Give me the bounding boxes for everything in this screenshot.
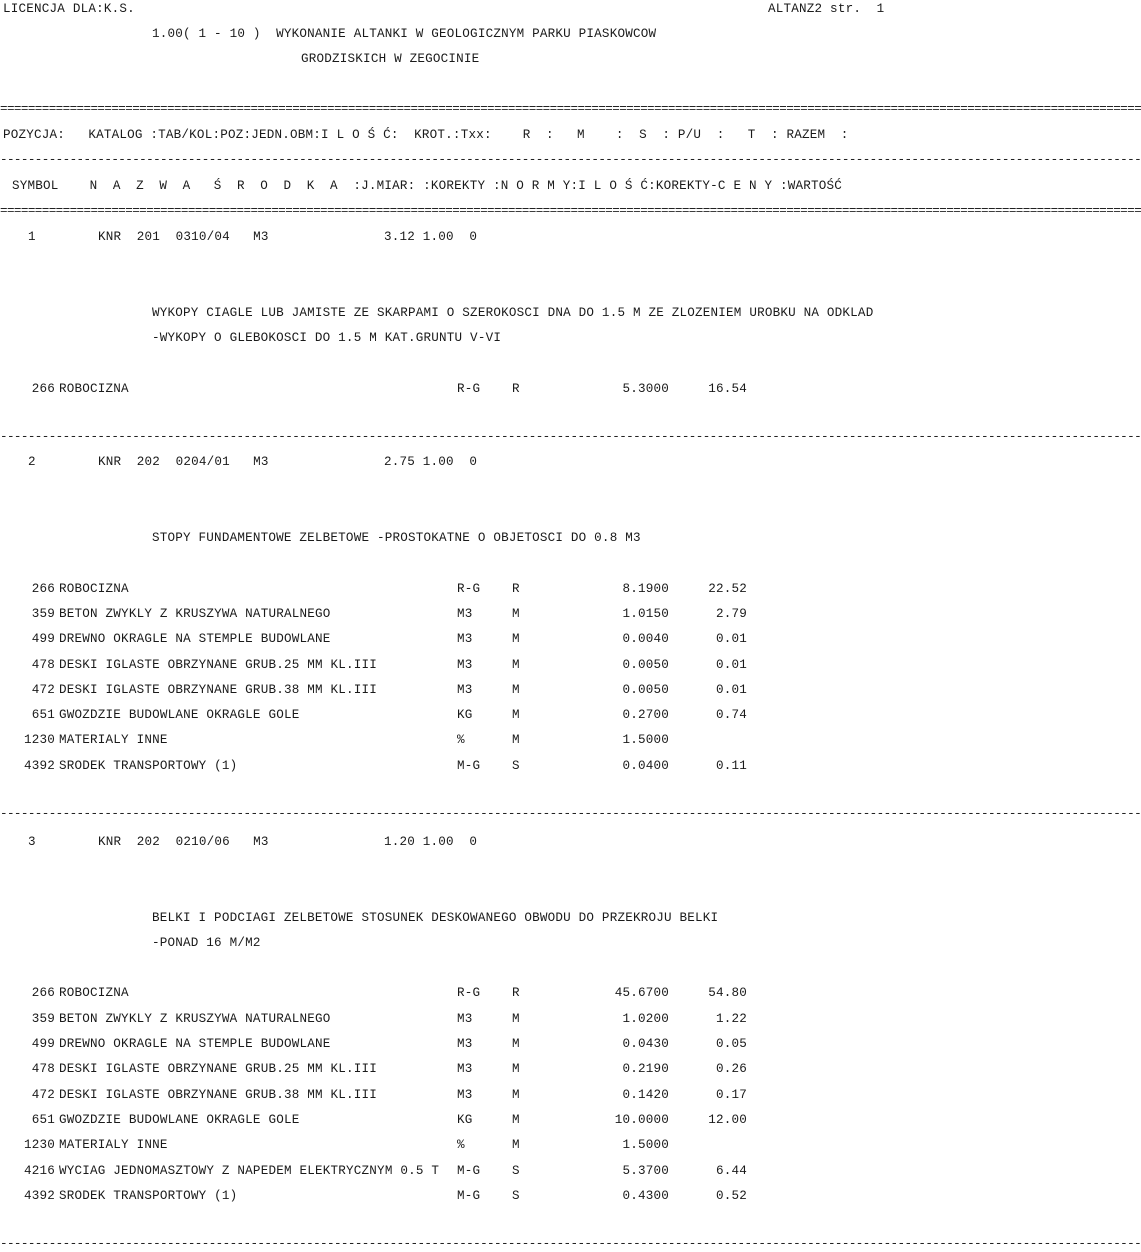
resource-code: 359 xyxy=(31,606,55,621)
resource-code: 359 xyxy=(31,1011,55,1026)
licence-label: LICENCJA DLA:K.S. xyxy=(3,2,135,16)
resource-unit: % xyxy=(457,733,465,748)
resource-name: DESKI IGLASTE OBRZYNANE GRUB.25 MM KL.III xyxy=(59,1062,378,1077)
resource-type: M xyxy=(512,632,520,647)
resource-type: M xyxy=(512,682,520,697)
page-reference: ALTANZ2 str. 1 xyxy=(768,2,885,16)
resource-type: R xyxy=(512,986,520,1001)
resource-value: 0.74 xyxy=(715,708,747,723)
resource-value: 6.44 xyxy=(715,1163,747,1178)
resource-code: 4392 xyxy=(23,758,55,773)
resource-code: 472 xyxy=(31,682,55,697)
position-catalog: KNR 202 0204/01 M3 xyxy=(98,455,269,470)
single-rule: -------------------------------------------------------------------------------------------------------------------------------------------------------------------- xyxy=(0,1236,1141,1251)
double-rule: ==================================================================================================================================================================== xyxy=(0,102,1141,116)
position-quantity: 1.20 1.00 0 xyxy=(384,834,478,849)
resource-norm: 0.2190 xyxy=(622,1062,669,1077)
position-catalog: KNR 202 0210/06 M3 xyxy=(98,834,269,849)
position-description: BELKI I PODCIAGI ZELBETOWE STOSUNEK DESKOWANEGO OBWODU DO PRZEKROJU BELKI xyxy=(152,910,719,925)
resource-unit: KG xyxy=(457,708,473,723)
resource-code: 472 xyxy=(31,1087,55,1102)
resource-name: MATERIALY INNE xyxy=(59,1138,168,1153)
resource-type: M xyxy=(512,657,520,672)
position-number: 1 xyxy=(28,230,36,244)
column-header-row1: POZYCJA: KATALOG :TAB/KOL:POZ:JEDN.OBM:I L O Ś Ć: KROT.:Txx: R : M : S : P/U : T : RAZEM : xyxy=(3,128,849,142)
resource-type: M xyxy=(512,1037,520,1052)
resource-code: 1230 xyxy=(23,1138,55,1153)
resource-name: ROBOCIZNA xyxy=(59,986,129,1001)
resource-type: M xyxy=(512,708,520,723)
resource-name: ROBOCIZNA xyxy=(59,581,129,596)
resource-norm: 0.2700 xyxy=(622,708,669,723)
document-subtitle: 1.00( 1 - 10 ) WYKONANIE ALTANKI W GEOLOGICZNYM PARKU PIASKOWCOW xyxy=(152,27,657,41)
resource-unit: M3 xyxy=(457,657,473,672)
resource-unit: M3 xyxy=(457,1011,473,1026)
resource-name: DESKI IGLASTE OBRZYNANE GRUB.38 MM KL.III xyxy=(59,1087,378,1102)
resource-value: 0.01 xyxy=(715,632,747,647)
resource-value: 1.22 xyxy=(715,1011,747,1026)
resource-norm: 8.1900 xyxy=(622,581,669,596)
resource-value: 0.05 xyxy=(715,1037,747,1052)
resource-unit: R-G xyxy=(457,986,481,1001)
resource-unit: M3 xyxy=(457,606,473,621)
resource-unit: M3 xyxy=(457,682,473,697)
resource-code: 499 xyxy=(31,1037,55,1052)
resource-name: ROBOCIZNA xyxy=(59,381,129,396)
resource-unit: M3 xyxy=(457,1062,473,1077)
resource-norm: 45.6700 xyxy=(614,986,669,1001)
position-description: -WYKOPY O GLEBOKOSCI DO 1.5 M KAT.GRUNTU V-VI xyxy=(152,331,502,346)
resource-name: GWOZDZIE BUDOWLANE OKRAGLE GOLE xyxy=(59,708,300,723)
resource-norm: 0.4300 xyxy=(622,1188,669,1203)
position-quantity: 2.75 1.00 0 xyxy=(384,455,478,470)
resource-value: 0.52 xyxy=(715,1188,747,1203)
resource-name: MATERIALY INNE xyxy=(59,733,168,748)
resource-code: 478 xyxy=(31,1062,55,1077)
resource-unit: M3 xyxy=(457,632,473,647)
resource-value: 16.54 xyxy=(708,381,747,396)
resource-type: M xyxy=(512,1112,520,1127)
single-rule: -------------------------------------------------------------------------------------------------------------------------------------------------------------------- xyxy=(0,806,1141,821)
resource-norm: 0.0050 xyxy=(622,657,669,672)
resource-type: M xyxy=(512,1062,520,1077)
resource-code: 651 xyxy=(31,1112,55,1127)
resource-norm: 1.0200 xyxy=(622,1011,669,1026)
resource-unit: M3 xyxy=(457,1037,473,1052)
resource-name: DESKI IGLASTE OBRZYNANE GRUB.38 MM KL.III xyxy=(59,682,378,697)
resource-type: R xyxy=(512,581,520,596)
resource-unit: R-G xyxy=(457,381,481,396)
resource-norm: 0.0430 xyxy=(622,1037,669,1052)
resource-name: DESKI IGLASTE OBRZYNANE GRUB.25 MM KL.III xyxy=(59,657,378,672)
position-description: WYKOPY CIAGLE LUB JAMISTE ZE SKARPAMI O SZEROKOSCI DNA DO 1.5 M ZE ZLOZENIEM UROBKU NA ODKLAD xyxy=(152,305,874,320)
resource-unit: M-G xyxy=(457,758,481,773)
document-subtitle-line2: GRODZISKICH W ZEGOCINIE xyxy=(301,52,480,66)
resource-value: 2.79 xyxy=(715,606,747,621)
position-number: 3 xyxy=(28,834,36,849)
resource-name: DREWNO OKRAGLE NA STEMPLE BUDOWLANE xyxy=(59,1037,331,1052)
resource-name: WYCIAG JEDNOMASZTOWY Z NAPEDEM ELEKTRYCZNYM 0.5 T xyxy=(59,1163,440,1178)
position-description: -PONAD 16 M/M2 xyxy=(152,935,261,950)
resource-unit: KG xyxy=(457,1112,473,1127)
resource-code: 266 xyxy=(31,986,55,1001)
resource-type: M xyxy=(512,606,520,621)
resource-code: 478 xyxy=(31,657,55,672)
resource-unit: % xyxy=(457,1138,465,1153)
resource-code: 651 xyxy=(31,708,55,723)
position-catalog: KNR 201 0310/04 M3 xyxy=(98,230,269,244)
resource-name: BETON ZWYKLY Z KRUSZYWA NATURALNEGO xyxy=(59,1011,331,1026)
resource-value: 54.80 xyxy=(708,986,747,1001)
resource-norm: 0.0400 xyxy=(622,758,669,773)
resource-code: 499 xyxy=(31,632,55,647)
resource-norm: 0.0050 xyxy=(622,682,669,697)
resource-type: S xyxy=(512,1188,520,1203)
resource-type: R xyxy=(512,381,520,396)
resource-norm: 5.3700 xyxy=(622,1163,669,1178)
resource-unit: M-G xyxy=(457,1188,481,1203)
resource-value: 12.00 xyxy=(708,1112,747,1127)
resource-unit: M3 xyxy=(457,1087,473,1102)
resource-type: S xyxy=(512,758,520,773)
single-rule: -------------------------------------------------------------------------------------------------------------------------------------------------------------------- xyxy=(0,429,1141,444)
resource-code: 266 xyxy=(31,381,55,396)
resource-code: 4392 xyxy=(23,1188,55,1203)
resource-type: S xyxy=(512,1163,520,1178)
resource-norm: 5.3000 xyxy=(622,381,669,396)
resource-norm: 0.1420 xyxy=(622,1087,669,1102)
resource-name: BETON ZWYKLY Z KRUSZYWA NATURALNEGO xyxy=(59,606,331,621)
resource-type: M xyxy=(512,733,520,748)
column-header-row2: SYMBOL N A Z W A Ś R O D K A :J.MIAR: :KOREKTY :N O R M Y:I L O Ś Ć:KOREKTY-C E N Y :WARTOŚĆ xyxy=(12,179,843,193)
resource-code: 1230 xyxy=(23,733,55,748)
resource-value: 0.17 xyxy=(715,1087,747,1102)
position-description: STOPY FUNDAMENTOWE ZELBETOWE -PROSTOKATNE O OBJETOSCI DO 0.8 M3 xyxy=(152,531,641,546)
resource-type: M xyxy=(512,1011,520,1026)
resource-type: M xyxy=(512,1087,520,1102)
resource-value: 22.52 xyxy=(708,581,747,596)
position-number: 2 xyxy=(28,455,36,470)
resource-code: 266 xyxy=(31,581,55,596)
resource-norm: 10.0000 xyxy=(614,1112,669,1127)
resource-value: 0.26 xyxy=(715,1062,747,1077)
resource-unit: R-G xyxy=(457,581,481,596)
resource-norm: 1.5000 xyxy=(622,1138,669,1153)
resource-value: 0.01 xyxy=(715,657,747,672)
single-rule: -------------------------------------------------------------------------------------------------------------------------------------------------------------------- xyxy=(0,153,1141,167)
resource-name: SRODEK TRANSPORTOWY (1) xyxy=(59,1188,238,1203)
resource-unit: M-G xyxy=(457,1163,481,1178)
resource-name: DREWNO OKRAGLE NA STEMPLE BUDOWLANE xyxy=(59,632,331,647)
resource-norm: 1.5000 xyxy=(622,733,669,748)
resource-norm: 1.0150 xyxy=(622,606,669,621)
resource-code: 4216 xyxy=(23,1163,55,1178)
position-quantity: 3.12 1.00 0 xyxy=(384,230,478,244)
resource-norm: 0.0040 xyxy=(622,632,669,647)
resource-value: 0.01 xyxy=(715,682,747,697)
resource-name: SRODEK TRANSPORTOWY (1) xyxy=(59,758,238,773)
resource-name: GWOZDZIE BUDOWLANE OKRAGLE GOLE xyxy=(59,1112,300,1127)
resource-type: M xyxy=(512,1138,520,1153)
double-rule: ==================================================================================================================================================================== xyxy=(0,204,1141,218)
resource-value: 0.11 xyxy=(715,758,747,773)
